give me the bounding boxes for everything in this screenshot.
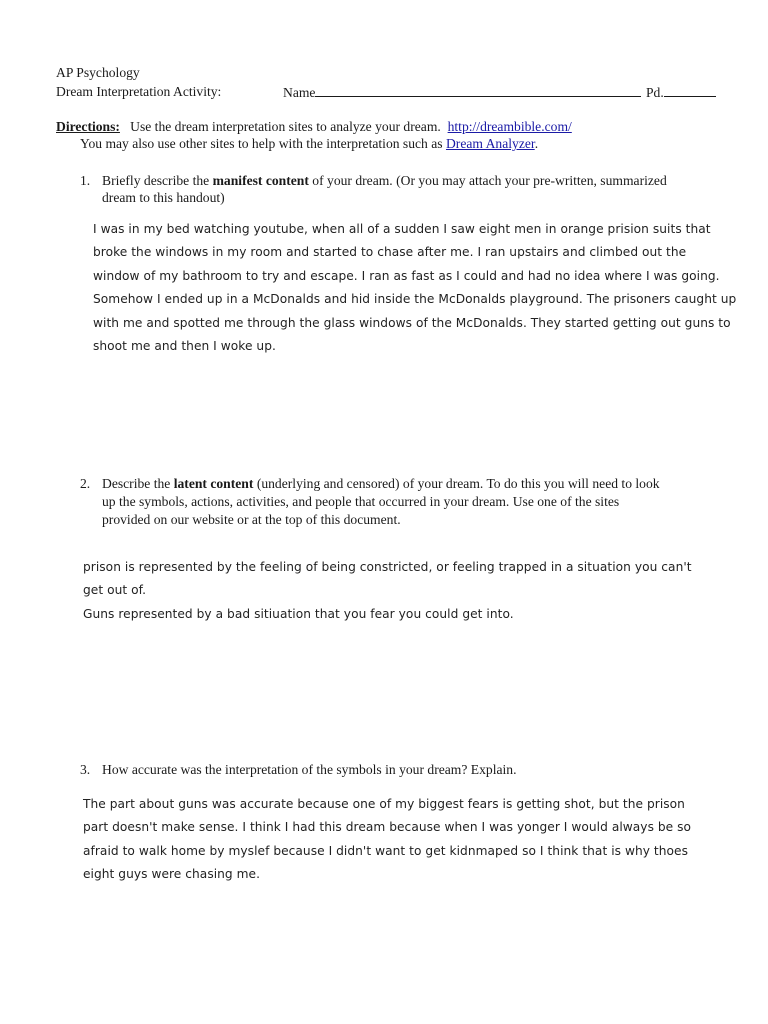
question-3-number: 3. — [80, 762, 91, 777]
answer-1-line: with me and spotted me through the glass windows of the McDonalds. They started getting out guns to — [93, 315, 731, 330]
question-2-post: (underlying and censored) of your dream. To do this you will need to look — [256, 476, 660, 491]
question-2-bold: latent content — [173, 476, 254, 491]
question-1-line2: dream to this handout) — [102, 190, 225, 205]
dream-analyzer-link[interactable]: Dream Analyzer — [445, 136, 535, 151]
answer-3-line: part doesn't make sense. I think I had this dream because when I was yonger I would always be so — [83, 820, 692, 835]
question-2-prompt — [102, 475, 660, 493]
answer-1[interactable] — [93, 218, 736, 358]
question-2-pre: Describe the — [102, 476, 171, 491]
question-1-pre: Briefly describe the — [102, 173, 210, 188]
answer-1-line: shoot me and then I woke up. — [93, 339, 276, 354]
directions-line2-text: You may also use other sites to help with the interpretation such as — [80, 136, 443, 151]
activity-title: Dream Interpretation Activity: — [56, 84, 222, 99]
answer-2-line: Guns represented by a bad sitiuation that you fear you could get into. — [83, 606, 514, 621]
question-1-post: of your dream. (Or you may attach your pre-written, summarized — [312, 173, 667, 188]
dreambible-link[interactable]: http://dreambible.com/ — [447, 119, 572, 134]
directions-text: Use the dream interpretation sites to analyze your dream. — [130, 119, 441, 134]
answer-1-line: broke the windows in my room and started to chase after me. I ran upstairs and climbed out the — [93, 245, 687, 260]
answer-1-line: window of my bathroom to try and escape. I ran as fast as I could and had no idea where I was going. — [93, 268, 720, 283]
question-1-prompt — [102, 172, 667, 190]
question-1-bold: manifest content — [212, 173, 309, 188]
name-field[interactable] — [283, 83, 641, 102]
pd-field[interactable] — [646, 83, 716, 102]
question-2-line3: provided on our website or at the top of this document. — [102, 512, 401, 527]
directions-label: Directions: — [56, 119, 120, 134]
pd-blank[interactable] — [664, 83, 716, 97]
name-label: Name — [283, 85, 316, 100]
answer-3-line: afraid to walk home by myslef because I didn't want to get kidnmaped so I think that is why thoes — [83, 843, 688, 858]
question-1-number: 1. — [80, 173, 91, 188]
answer-3-line: The part about guns was accurate because one of my biggest fears is getting shot, but the prison — [83, 797, 685, 811]
answer-1-line: I was in my bed watching youtube, when all of a sudden I saw eight men in orange prision suits that — [93, 222, 711, 236]
question-2-number: 2. — [80, 476, 91, 491]
answer-3[interactable] — [83, 793, 691, 887]
answer-3-line: eight guys were chasing me. — [83, 867, 261, 882]
pd-label: Pd. — [646, 85, 664, 100]
directions-line2-end: . — [534, 136, 539, 151]
name-blank[interactable] — [315, 83, 641, 97]
course-title: AP Psychology — [56, 65, 140, 80]
answer-2-line: get out of. — [83, 583, 147, 598]
directions-line-2 — [80, 135, 538, 153]
question-3-prompt: How accurate was the interpretation of the symbols in your dream? Explain. — [102, 762, 517, 777]
directions-line-1 — [56, 118, 572, 136]
answer-1-line: Somehow I ended up in a McDonalds and hid inside the McDonalds playground. The prisoners caught up — [93, 292, 737, 307]
answer-2-line: prison is represented by the feeling of being constricted, or feeling trapped in a situation you can't — [83, 560, 692, 574]
answer-2[interactable] — [83, 556, 692, 626]
question-2-line2: up the symbols, actions, activities, and people that occurred in your dream. Use one of the sites — [102, 494, 620, 509]
